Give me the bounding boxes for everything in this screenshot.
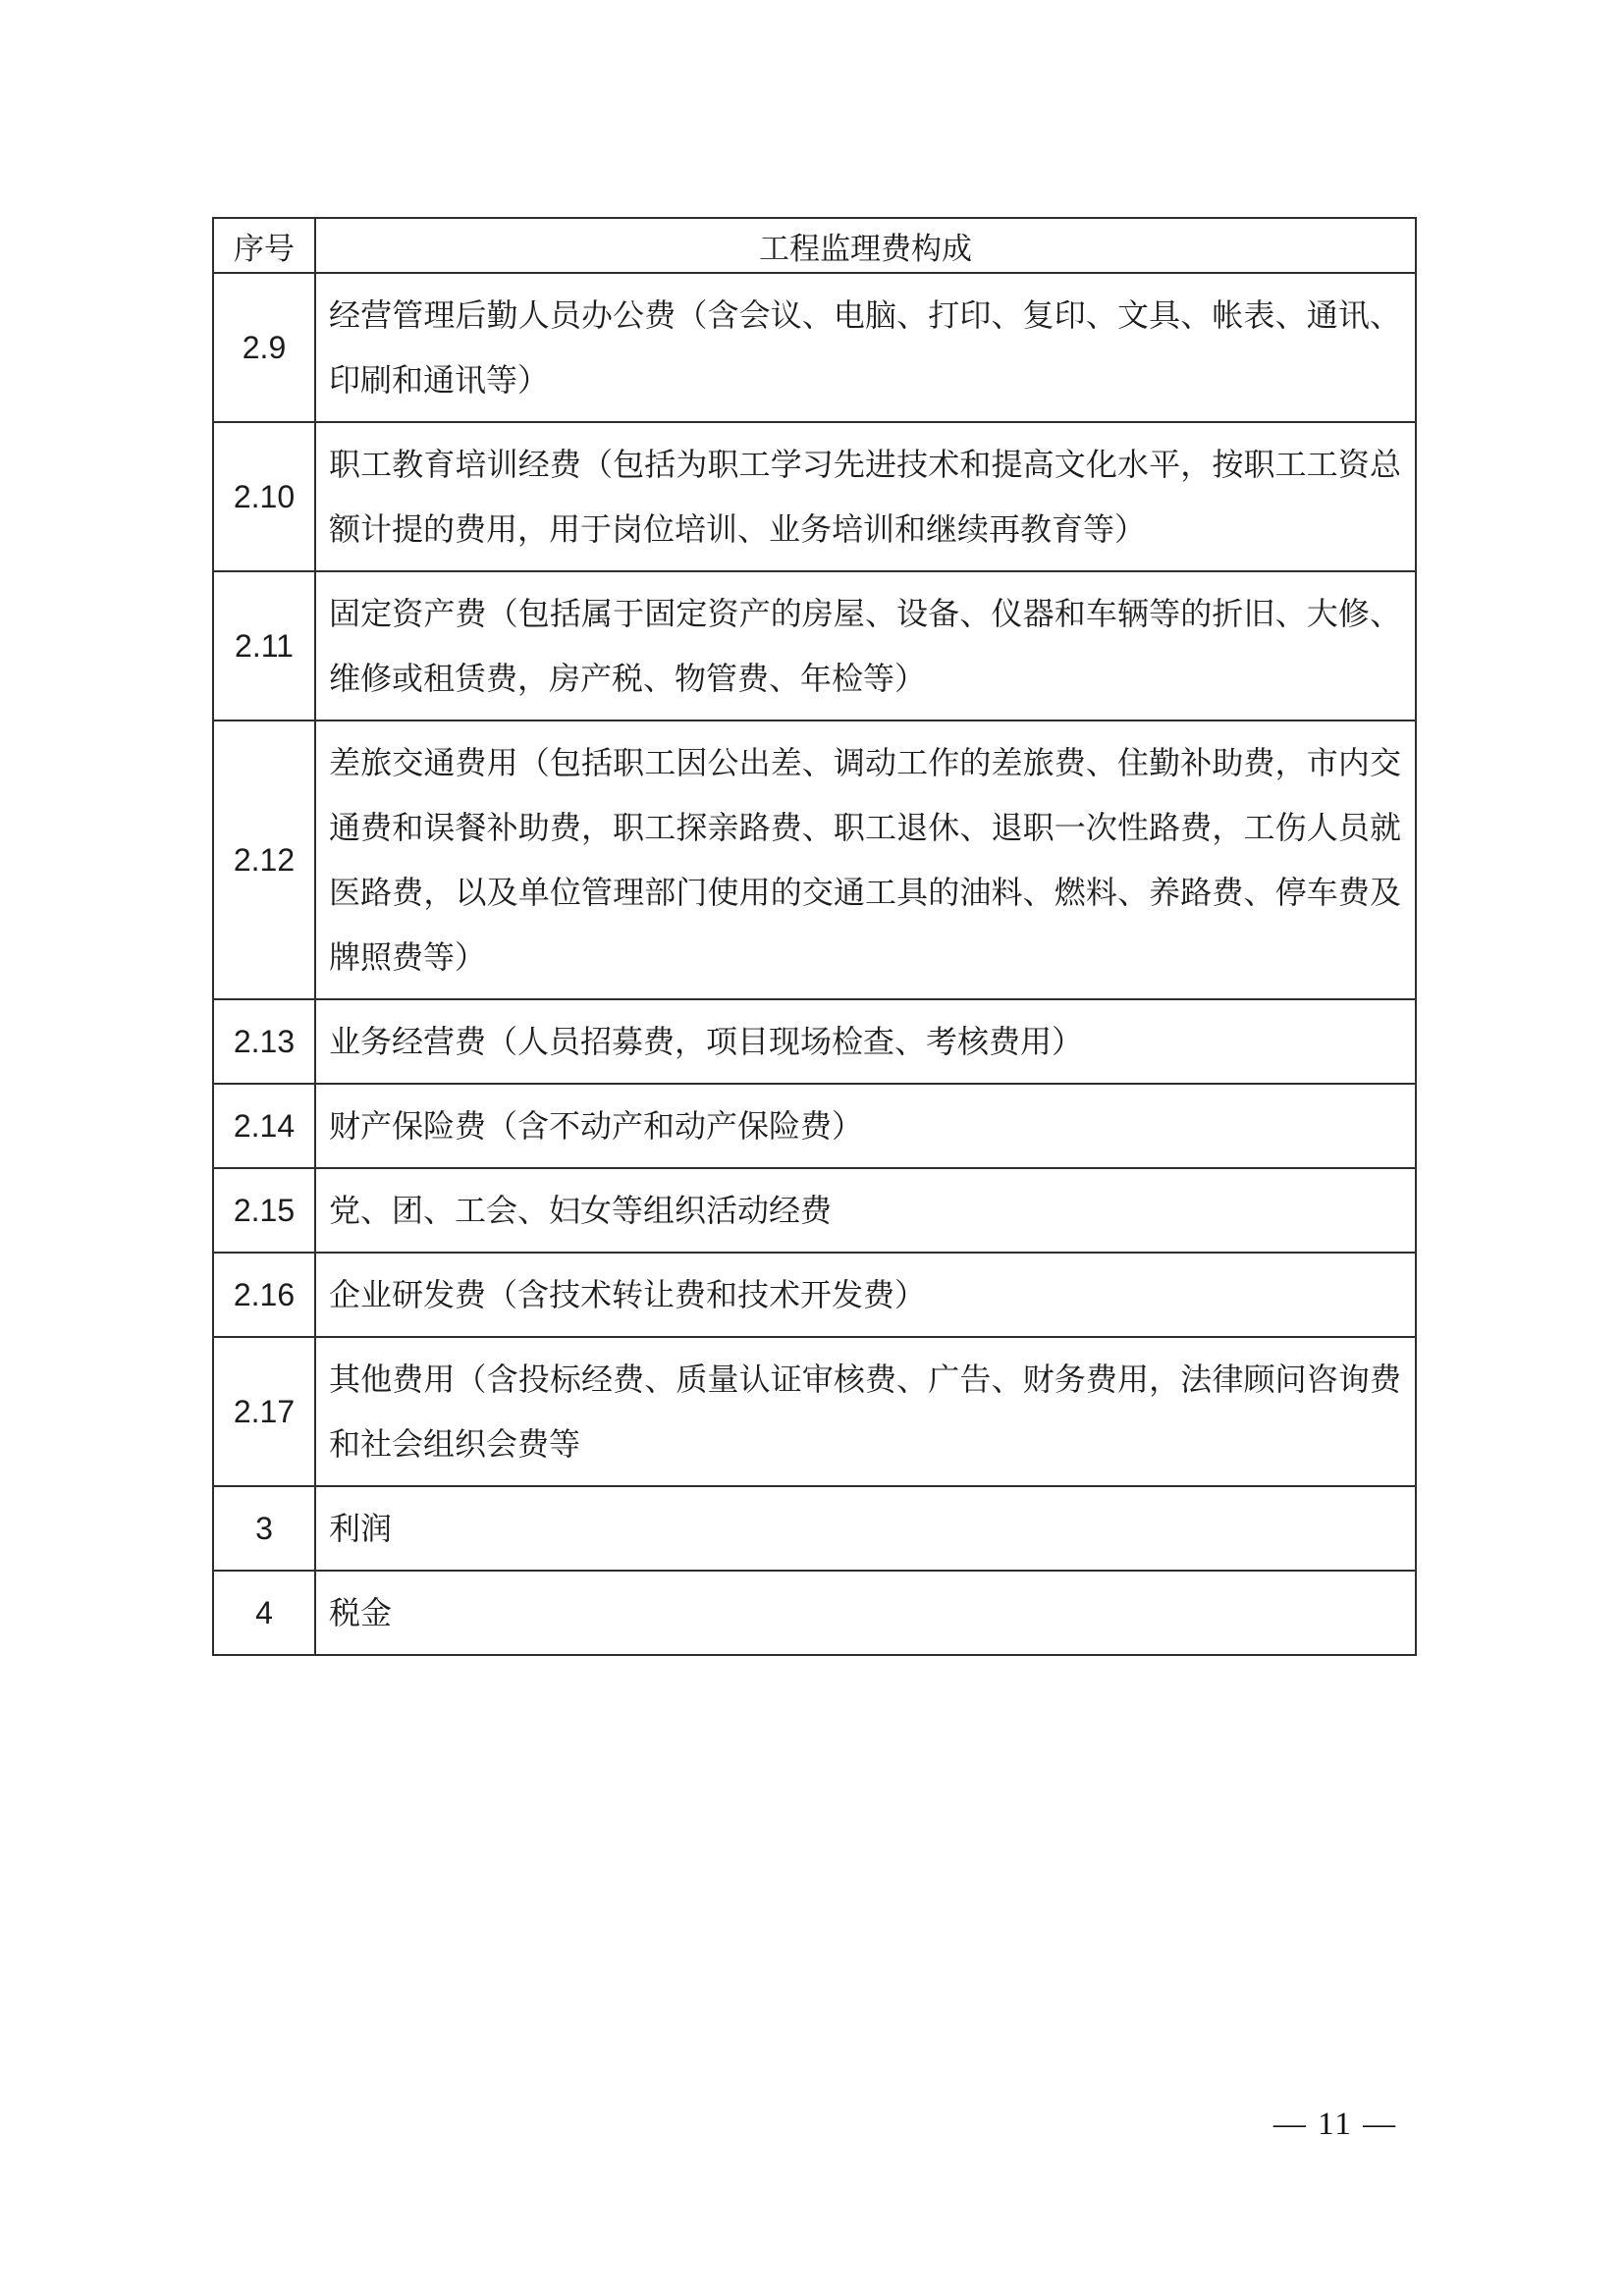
table-row — [213, 1253, 1416, 1337]
table-row — [213, 999, 1416, 1084]
table-body — [213, 273, 1416, 1655]
table-row — [213, 571, 1416, 721]
table-row — [213, 1571, 1416, 1655]
table-row — [213, 1337, 1416, 1486]
row-description-cell: 业务经营费（人员招募费，项目现场检查、考核费用） — [315, 999, 1416, 1084]
row-serial-number-cell: 2.10 — [213, 422, 315, 571]
fee-composition-table — [212, 217, 1417, 1656]
row-description-cell: 差旅交通费用（包括职工因公出差、调动工作的差旅费、住勤补助费，市内交通费和误餐补助费，职工探亲路费、职工退休、退职一次性路费，工伤人员就医路费，以及单位管理部门使用的交通工具的油料、燃料、养路费、停车费及牌照费等） — [315, 721, 1416, 999]
row-serial-number-cell: 3 — [213, 1486, 315, 1571]
page-number: — 11 — — [1272, 2107, 1398, 2142]
row-description-cell: 固定资产费（包括属于固定资产的房屋、设备、仪器和车辆等的折旧、大修、维修或租赁费，房产税、物管费、年检等） — [315, 571, 1416, 721]
table-row — [213, 1084, 1416, 1168]
row-serial-number-cell: 2.12 — [213, 721, 315, 999]
header-cell-serial-number: 序号 — [213, 218, 315, 273]
row-serial-number-cell: 2.13 — [213, 999, 315, 1084]
table-row — [213, 1486, 1416, 1571]
header-cell-fee-composition: 工程监理费构成 — [315, 218, 1416, 273]
table-row — [213, 721, 1416, 999]
row-description-cell: 党、团、工会、妇女等组织活动经费 — [315, 1168, 1416, 1253]
table-row — [213, 1168, 1416, 1253]
row-description-cell: 经营管理后勤人员办公费（含会议、电脑、打印、复印、文具、帐表、通讯、印刷和通讯等） — [315, 273, 1416, 422]
row-description-cell: 税金 — [315, 1571, 1416, 1655]
row-description-cell: 其他费用（含投标经费、质量认证审核费、广告、财务费用，法律顾问咨询费和社会组织会费等 — [315, 1337, 1416, 1486]
row-serial-number-cell: 2.16 — [213, 1253, 315, 1337]
row-description-cell: 企业研发费（含技术转让费和技术开发费） — [315, 1253, 1416, 1337]
row-description-cell: 利润 — [315, 1486, 1416, 1571]
table-row — [213, 273, 1416, 422]
header-row — [213, 218, 1416, 273]
table-row — [213, 422, 1416, 571]
row-serial-number-cell: 4 — [213, 1571, 315, 1655]
row-serial-number-cell: 2.15 — [213, 1168, 315, 1253]
row-serial-number-cell: 2.11 — [213, 571, 315, 721]
row-serial-number-cell: 2.17 — [213, 1337, 315, 1486]
row-description-cell: 财产保险费（含不动产和动产保险费） — [315, 1084, 1416, 1168]
row-serial-number-cell: 2.9 — [213, 273, 315, 422]
table-header — [213, 218, 1416, 273]
row-serial-number-cell: 2.14 — [213, 1084, 315, 1168]
row-description-cell: 职工教育培训经费（包括为职工学习先进技术和提高文化水平，按职工工资总额计提的费用，用于岗位培训、业务培训和继续再教育等） — [315, 422, 1416, 571]
